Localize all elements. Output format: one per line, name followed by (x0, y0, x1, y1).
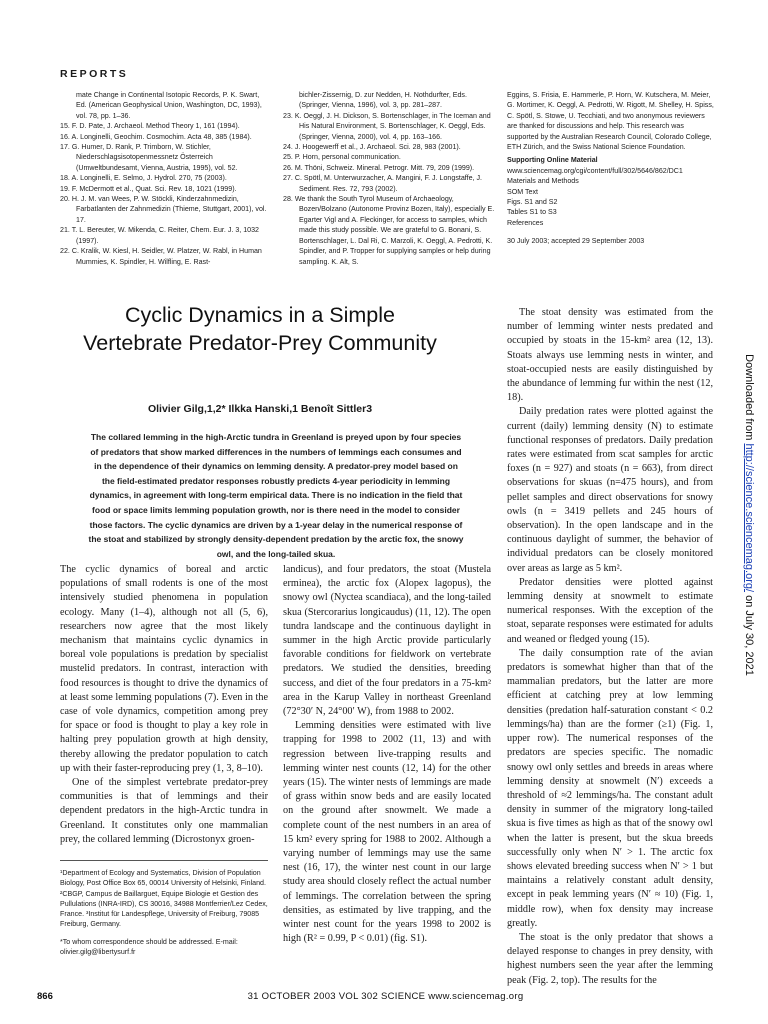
section-label: REPORTS (60, 68, 129, 80)
som-item: Materials and Methods (507, 177, 579, 186)
reference-19: 19. F. McDermott et al., Quat. Sci. Rev. 18, 1021 (1999). (60, 184, 237, 193)
download-note: Downloaded from http://science.sciencemag.org/ on July 30, 2021 (743, 354, 755, 676)
reference-continued: mate Change in Continental Isotopic Records, P. K. Swart, Ed. (American Geophysical Union, Washington, DC, 1993), vol. 78, pp. 1–36. (76, 91, 262, 120)
reference-20: 20. H. J. M. van Wees, P. W. Stöckli, Kinderzahnmedizin, Farbatlanten der Zahnmedizin (Thieme, Stuttgart, 2001), vol. 17. (60, 195, 267, 224)
body-paragraph: One of the simplest vertebrate predator-prey communities is that of lemmings and their dependent predators in the high-Arctic tundra in Greenland. It constitutes only one mammalian prey, the collared lemming (Dicrostonyx groen- (60, 777, 268, 845)
reference-continued: bichler-Zissernig, D. zur Nedden, H. Nothdurfter, Eds. (Springer, Vienna, 1996), vol. 3, pp. 281–287. (299, 91, 467, 110)
received-date: 30 July 2003; accepted 29 September 2003 (507, 237, 645, 246)
body-column-3 (507, 306, 713, 988)
affiliation-text: ¹Department of Ecology and Systematics, Division of Population Biology, Post Office Box 65, 00014 University of Helsinki, Finland. ²CBGP, Campus de Baillarguet, Equipe Biologie et Gestion des Pullulations (INRA-IRD), CS 30016, 34988 Montferrier/Lez Cedex, France. ³Institut für Landespflege, University of Freiburg, 79085 Freiburg, Germany. (60, 869, 268, 929)
body-paragraph: The cyclic dynamics of boreal and arctic populations of small rodents is one of the most intensively studied phenomena in population ecology. Many (1–4), although not all (5, 6), researchers now agree that the most likely mechanism that maintains cyclic dynamics in boreal vole populations is predation by specialist mustelid predators. In contrast, interaction with food resources is thought to drive the dynamics of at least some lemming populations (7). Even in the case of vole dynamics, competition among prey for space or food is thought to play a key role in halting prey population growth at high density, thereby allowing the predator population to catch up with their faster-reproducing prey (1, 3, 8–10). (60, 564, 268, 774)
reference-26: 26. M. Thöni, Schweiz. Mineral. Petrogr. Mitt. 79, 209 (1999). (283, 163, 475, 172)
som-item: SOM Text (507, 187, 539, 196)
article-title: Cyclic Dynamics in a Simple Vertebrate Predator-Prey Community (83, 303, 437, 355)
som-url[interactable]: www.sciencemag.org/cgi/content/full/302/5646/862/DC1 (507, 166, 683, 175)
reference-22: 22. C. Kralik, W. Kiesl, H. Seidler, W. Platzer, W. Rabl, in Human Mummies, K. Spindler, H. Wilfling, E. Rast- (60, 247, 262, 266)
reference-28: 28. We thank the South Tyrol Museum of Archaeology, Bozen/Bolzano (Autonome Provinz Bozen, Italy), especially E. Egarter Vigl and A. Fleckinger, for access to samples, which made this study possible. We are grateful to G. Bonani, S. Bortenschlager, L. Dal Ri, C. Marzoli, K. Oeggl, A. Pedrotti, K. Spindler, and P. Tropper for supplying samples or help during sampling. K. Alt, S. (283, 195, 495, 266)
references-column-2 (283, 90, 498, 267)
body-paragraph: The stoat density was estimated from the number of lemming winter nests predated and occupied by stoats in the 15-km² area (12, 13). Stoats always use lemming nests in winter, and stoat-occupied nests are easily distinguished by the abundance of lemming fur within the nest (12, 18). (507, 307, 713, 404)
affiliations (60, 868, 268, 957)
som-item: Figs. S1 and S2 (507, 198, 558, 207)
reference-27: 27. C. Spötl, M. Unterwurzacher, A. Mangini, F. J. Longstaffe, J. Sediment. Res. 72, 793 (2002). (283, 174, 483, 193)
journal-issue-info: 31 OCTOBER 2003 VOL 302 SCIENCE www.sciencemag.org (247, 991, 524, 1002)
article-abstract: The collared lemming in the high-Arctic tundra in Greenland is preyed upon by four species of predators that show marked differences in the numbers of lemmings each consumes and in the dependence of their dynamics on lemming density. A predator-prey model based on the field-estimated predator responses robustly predicts 4-year periodicity in lemming dynamics, in agreement with long-term empirical data. There is no indication in the field that food or space limits lemming population growth, nor is there need in the model to consider those factors. The cyclic dynamics are driven by a 1-year delay in the numerical response of the stoat and stabilized by strongly density-dependent predation by the arctic fox, the snowy owl, and the long-tailed skua. (88, 432, 464, 559)
references-column-3 (507, 90, 715, 247)
footnote-divider (60, 860, 268, 861)
body-paragraph: landicus), and four predators, the stoat (Mustela erminea), the arctic fox (Alopex lagopus), the snowy owl (Nyctea scandiaca), and the long-tailed skua (Stercorarius longicaudus) (11, 12). The open tundra landscape and the continuous daylight in summer in the high Arctic provide particularly favorable conditions for fieldwork on vertebrate predators. We studied the densities, breeding success, and diet of the four predators in a 75-km² area in the Karup Valley in northeast Greenland (72°30′ N, 24°00′ W), from 1988 to 2002. (283, 564, 491, 718)
reference-23: 23. K. Oeggl, J. H. Dickson, S. Bortenschlager, in The Iceman and His Natural Environment, S. Bortenschlager, K. Oeggl, Eds. (Springer, Vienna, 2000), vol. 4, pp. 163–166. (283, 111, 491, 141)
references-column-1 (60, 90, 268, 267)
body-paragraph: Predator densities were plotted against lemming density at snowmelt to estimate numerical responses. With the exception of the stoat, separate responses were estimated for adults and weaned or fledged young (15). (507, 576, 713, 645)
reference-24: 24. J. Hoogewerff et al., J. Archaeol. Sci. 28, 983 (2001). (283, 143, 461, 152)
reference-21: 21. T. L. Bereuter, W. Mikenda, C. Reiter, Chem. Eur. J. 3, 1032 (1997). (60, 226, 259, 245)
reference-18: 18. A. Longinelli, E. Selmo, J. Hydrol. 270, 75 (2003). (60, 174, 227, 183)
reference-17: 17. G. Humer, D. Rank, P. Trimborn, W. Stichler, Niederschlagsisotopenmessnetz Österreich (Umweltbundesamt, Vienna, Austria, 1995), vol. 52. (60, 143, 238, 172)
download-link[interactable]: http://science.sciencemag.org/ (743, 443, 755, 593)
body-paragraph: Daily predation rates were plotted against the current (daily) lemming density (N) to estimate functional responses of predators. Daily predation rates were estimated from scat samples for arctic foxes (n = 927) and stoats (n = 663), from direct observations for skuas (n=475 hours), and from pellet samples and direct observations for snowy owls (n = 3419 pellets and 245 hours of observation). In the open landscape and in the continuous daylight of summer, the behavior of individual predators can be closely monitored over areas as large as 5 km². (507, 406, 713, 574)
body-paragraph: The stoat is the only predator that shows a delayed response to changes in prey density, with highest numbers seen the year after the lemming peak (Fig. 2, top). The results for the (507, 931, 713, 986)
body-column-1 (60, 563, 268, 847)
reference-16: 16. A. Longinelli, Geochim. Cosmochim. Acta 48, 385 (1984). (60, 132, 252, 141)
body-column-2 (283, 563, 491, 946)
body-paragraph: The daily consumption rate of the avian predators is somewhat higher than that of the mammalian predators, but the latter are more efficient at catching prey at low lemming densities (predation half-saturation constant < 0.2 lemmings/ha) than are the former (≥1) (Fig. 1, upper row). The numerical responses of the predators are species specific. The nomadic snowy owl only settles and breeds in areas where lemming density at snowmelt (N′) exceeds a threshold of ≈2 lemmings/ha. The constant adult density in summer of the migratory long-tailed skua is five times as high as that of the snowy owl when the latter is present, but the skua breeds successfully only when N′ > 1. The arctic fox shows elevated breeding success when N′ > 1 but maintains a relatively constant adult density, except in peak lemming years (N′ ≈ 10) (Fig. 1, middle row), when fox density may increase greatly. (507, 647, 713, 929)
reference-15: 15. F. D. Pate, J. Archaeol. Method Theory 1, 161 (1994). (60, 122, 240, 131)
som-title: Supporting Online Material (507, 156, 598, 165)
article-authors: Olivier Gilg,1,2* Ilkka Hanski,1 Benoît Sittler3 (147, 403, 373, 415)
som-item: References (507, 218, 544, 227)
correspondence-note: *To whom correspondence should be addressed. E-mail: olivier.gilg@libertysurf.fr (60, 937, 238, 957)
body-paragraph: Lemming densities were estimated with live trapping for 1998 to 2002 (11, 13) and with regression between live-trapping results and lemming winter nest counts (12, 14) for the other years (15). The winter nests of lemmings are made of grass within snow beds and are easily located on the ground after snowmelt. We made a complete count of the nest numbers in an area of 15 km² every spring for 1988 to 2002. Although a varying number of lemmings may use the same nest (16, 17), the winter nest count in our large study area should closely reflect the actual number of lemmings. The correlation between the spring densities, as estimated by live trapping, and the winter nest count for the years 1998 to 2002 is high (R² = 0.99, P < 0.01) (fig. S1). (283, 720, 491, 945)
som-item: Tables S1 to S3 (507, 208, 557, 217)
page-number: 866 (37, 991, 53, 1002)
reference-25: 25. P. Horn, personal communication. (283, 153, 401, 162)
acknowledgments: Eggins, S. Frisia, E. Hammerle, P. Horn, W. Kutschera, M. Meier, G. Mortimer, K. Oeggl, A. Pedrotti, W. Rigott, M. Shelley, H. Spiss, C. Spötl, S. Stowe, U. Tecchiati, and two anonymous reviewers are thanked for discussions and help. This research was supported by the Australian Research Council, Colorado College, ETH Zürich, and the Swiss National Science Foundation. (507, 91, 714, 152)
